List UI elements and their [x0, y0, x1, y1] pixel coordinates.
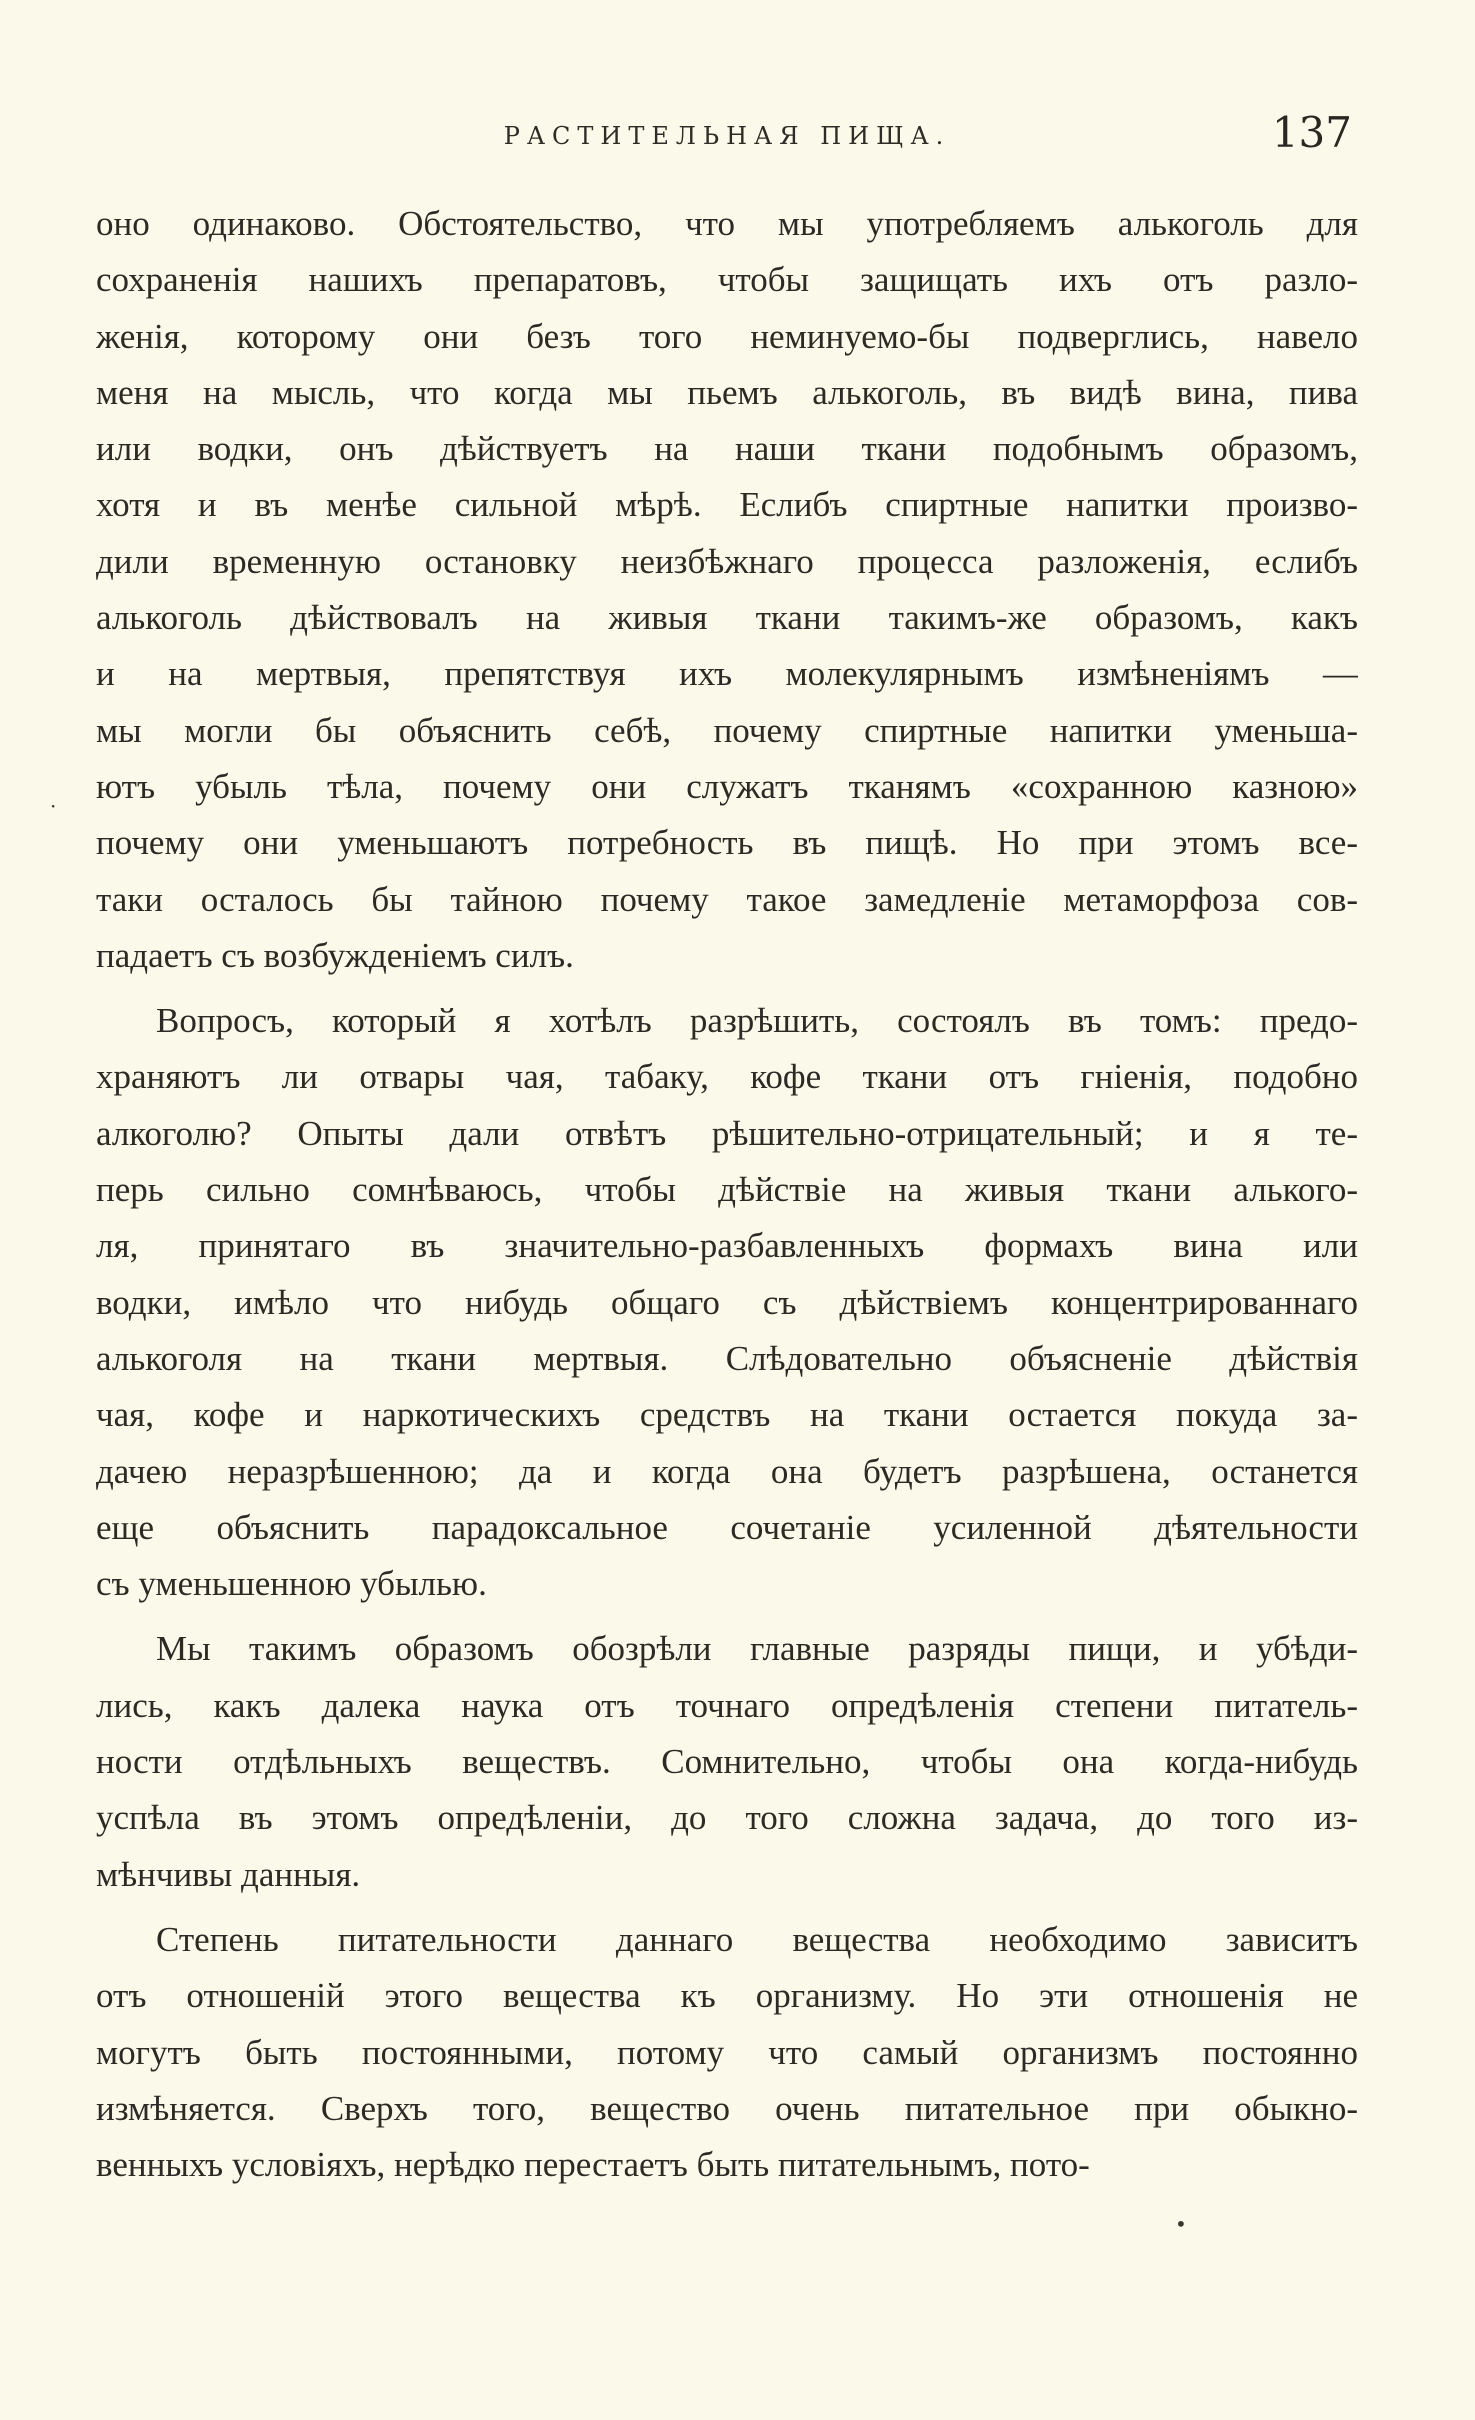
text-line: мѣнчивы данныя. — [96, 1854, 361, 1894]
paragraph — [96, 196, 1358, 984]
text-line: и на мертвыя, препятствуя ихъ молекулярнымъ измѣненіямъ — — [96, 654, 1358, 694]
page-header — [96, 108, 1358, 168]
body-text — [96, 196, 1358, 2193]
text-line: женія, которому они безъ того неминуемо-бы подверглись, навело — [96, 316, 1358, 356]
text-line: венныхъ условіяхъ, нерѣдко перестаетъ быть питательнымъ, пото- — [96, 2145, 1090, 2185]
text-line: успѣла въ этомъ опредѣленіи, до того сложна задача, до того из- — [96, 1798, 1358, 1838]
text-line: мы могли бы объяснить себѣ, почему спиртные напитки уменьша- — [96, 710, 1358, 750]
text-line: дили временную остановку неизбѣжнаго процесса разложенія, еслибъ — [96, 541, 1358, 581]
text-line: почему они уменьшаютъ потребность въ пищѣ. Но при этомъ все- — [96, 823, 1358, 863]
margin-dot: · — [50, 794, 57, 818]
text-line: чая, кофе и наркотическихъ средствъ на ткани остается покуда за- — [96, 1395, 1358, 1435]
text-line: меня на мысль, что когда мы пьемъ алькоголь, въ видѣ вина, пива — [96, 372, 1358, 412]
text-line: дачею неразрѣшенною; да и когда она будетъ разрѣшена, останется — [96, 1451, 1358, 1491]
text-line: хотя и въ менѣе сильной мѣрѣ. Еслибъ спиртные напитки произво- — [96, 485, 1358, 525]
text-line: алькоголя на ткани мертвыя. Слѣдовательно объясненіе дѣйствія — [96, 1338, 1358, 1378]
text-line: отъ отношеній этого вещества къ организму. Но эти отношенія не — [96, 1976, 1358, 2016]
text-line: алькоголь дѣйствовалъ на живыя ткани такимъ-же образомъ, какъ — [96, 598, 1358, 638]
paragraph-gap — [96, 1903, 1358, 1912]
text-line: Мы такимъ образомъ обозрѣли главные разряды пищи, и убѣди- — [156, 1629, 1358, 1669]
text-line: Вопросъ, который я хотѣлъ разрѣшить, состоялъ въ томъ: предо- — [156, 1001, 1358, 1041]
text-line: или водки, онъ дѣйствуетъ на наши ткани подобнымъ образомъ, — [96, 429, 1358, 469]
page-number: 137 — [1271, 108, 1352, 157]
text-line: ля, принятаго въ значительно-разбавленныхъ формахъ вина или — [96, 1226, 1358, 1266]
text-line: ютъ убыль тѣла, почему они служатъ тканямъ «сохранною казною» — [96, 766, 1358, 806]
running-title: РАСТИТЕЛЬНАЯ ПИЩА. — [503, 122, 951, 150]
paragraph-gap — [96, 984, 1358, 993]
text-line: падаетъ съ возбужденіемъ силъ. — [96, 935, 574, 975]
paragraph-gap — [96, 1612, 1358, 1621]
text-line: храняютъ ли отвары чая, табаку, кофе ткани отъ гніенія, подобно — [96, 1057, 1358, 1097]
text-line: съ уменьшенною убылью. — [96, 1564, 487, 1604]
paragraph — [96, 1912, 1358, 2193]
text-line: перь сильно сомнѣваюсь, чтобы дѣйствіе на живыя ткани алького- — [96, 1170, 1358, 1210]
text-line: таки осталось бы тайною почему такое замедленіе метаморфоза сов- — [96, 879, 1358, 919]
text-line: измѣняется. Сверхъ того, вещество очень питательное при обыкно- — [96, 2088, 1358, 2128]
text-line: ности отдѣльныхъ веществъ. Сомнительно, чтобы она когда-нибудь — [96, 1742, 1358, 1782]
paragraph — [96, 993, 1358, 1612]
text-line: оно одинаково. Обстоятельство, что мы употребляемъ алькоголь для — [96, 204, 1358, 243]
text-line: Степень питательности даннаго вещества необходимо зависитъ — [156, 1919, 1358, 1959]
text-line: лись, какъ далека наука отъ точнаго опредѣленія степени питатель- — [96, 1685, 1358, 1725]
text-line: могутъ быть постоянными, потому что самый организмъ постоянно — [96, 2032, 1358, 2072]
paragraph — [96, 1621, 1358, 1902]
text-line: водки, имѣло что нибудь общаго съ дѣйствіемъ концентрированнаго — [96, 1282, 1358, 1322]
text-line: сохраненія нашихъ препаратовъ, чтобы защищать ихъ отъ разло- — [96, 260, 1358, 300]
bottom-dot: • — [1175, 2212, 1187, 2236]
text-line: еще объяснить парадоксальное сочетаніе усиленной дѣятельности — [96, 1507, 1358, 1547]
text-line: алкоголю? Опыты дали отвѣтъ рѣшительно-отрицательный; и я те- — [96, 1113, 1358, 1153]
